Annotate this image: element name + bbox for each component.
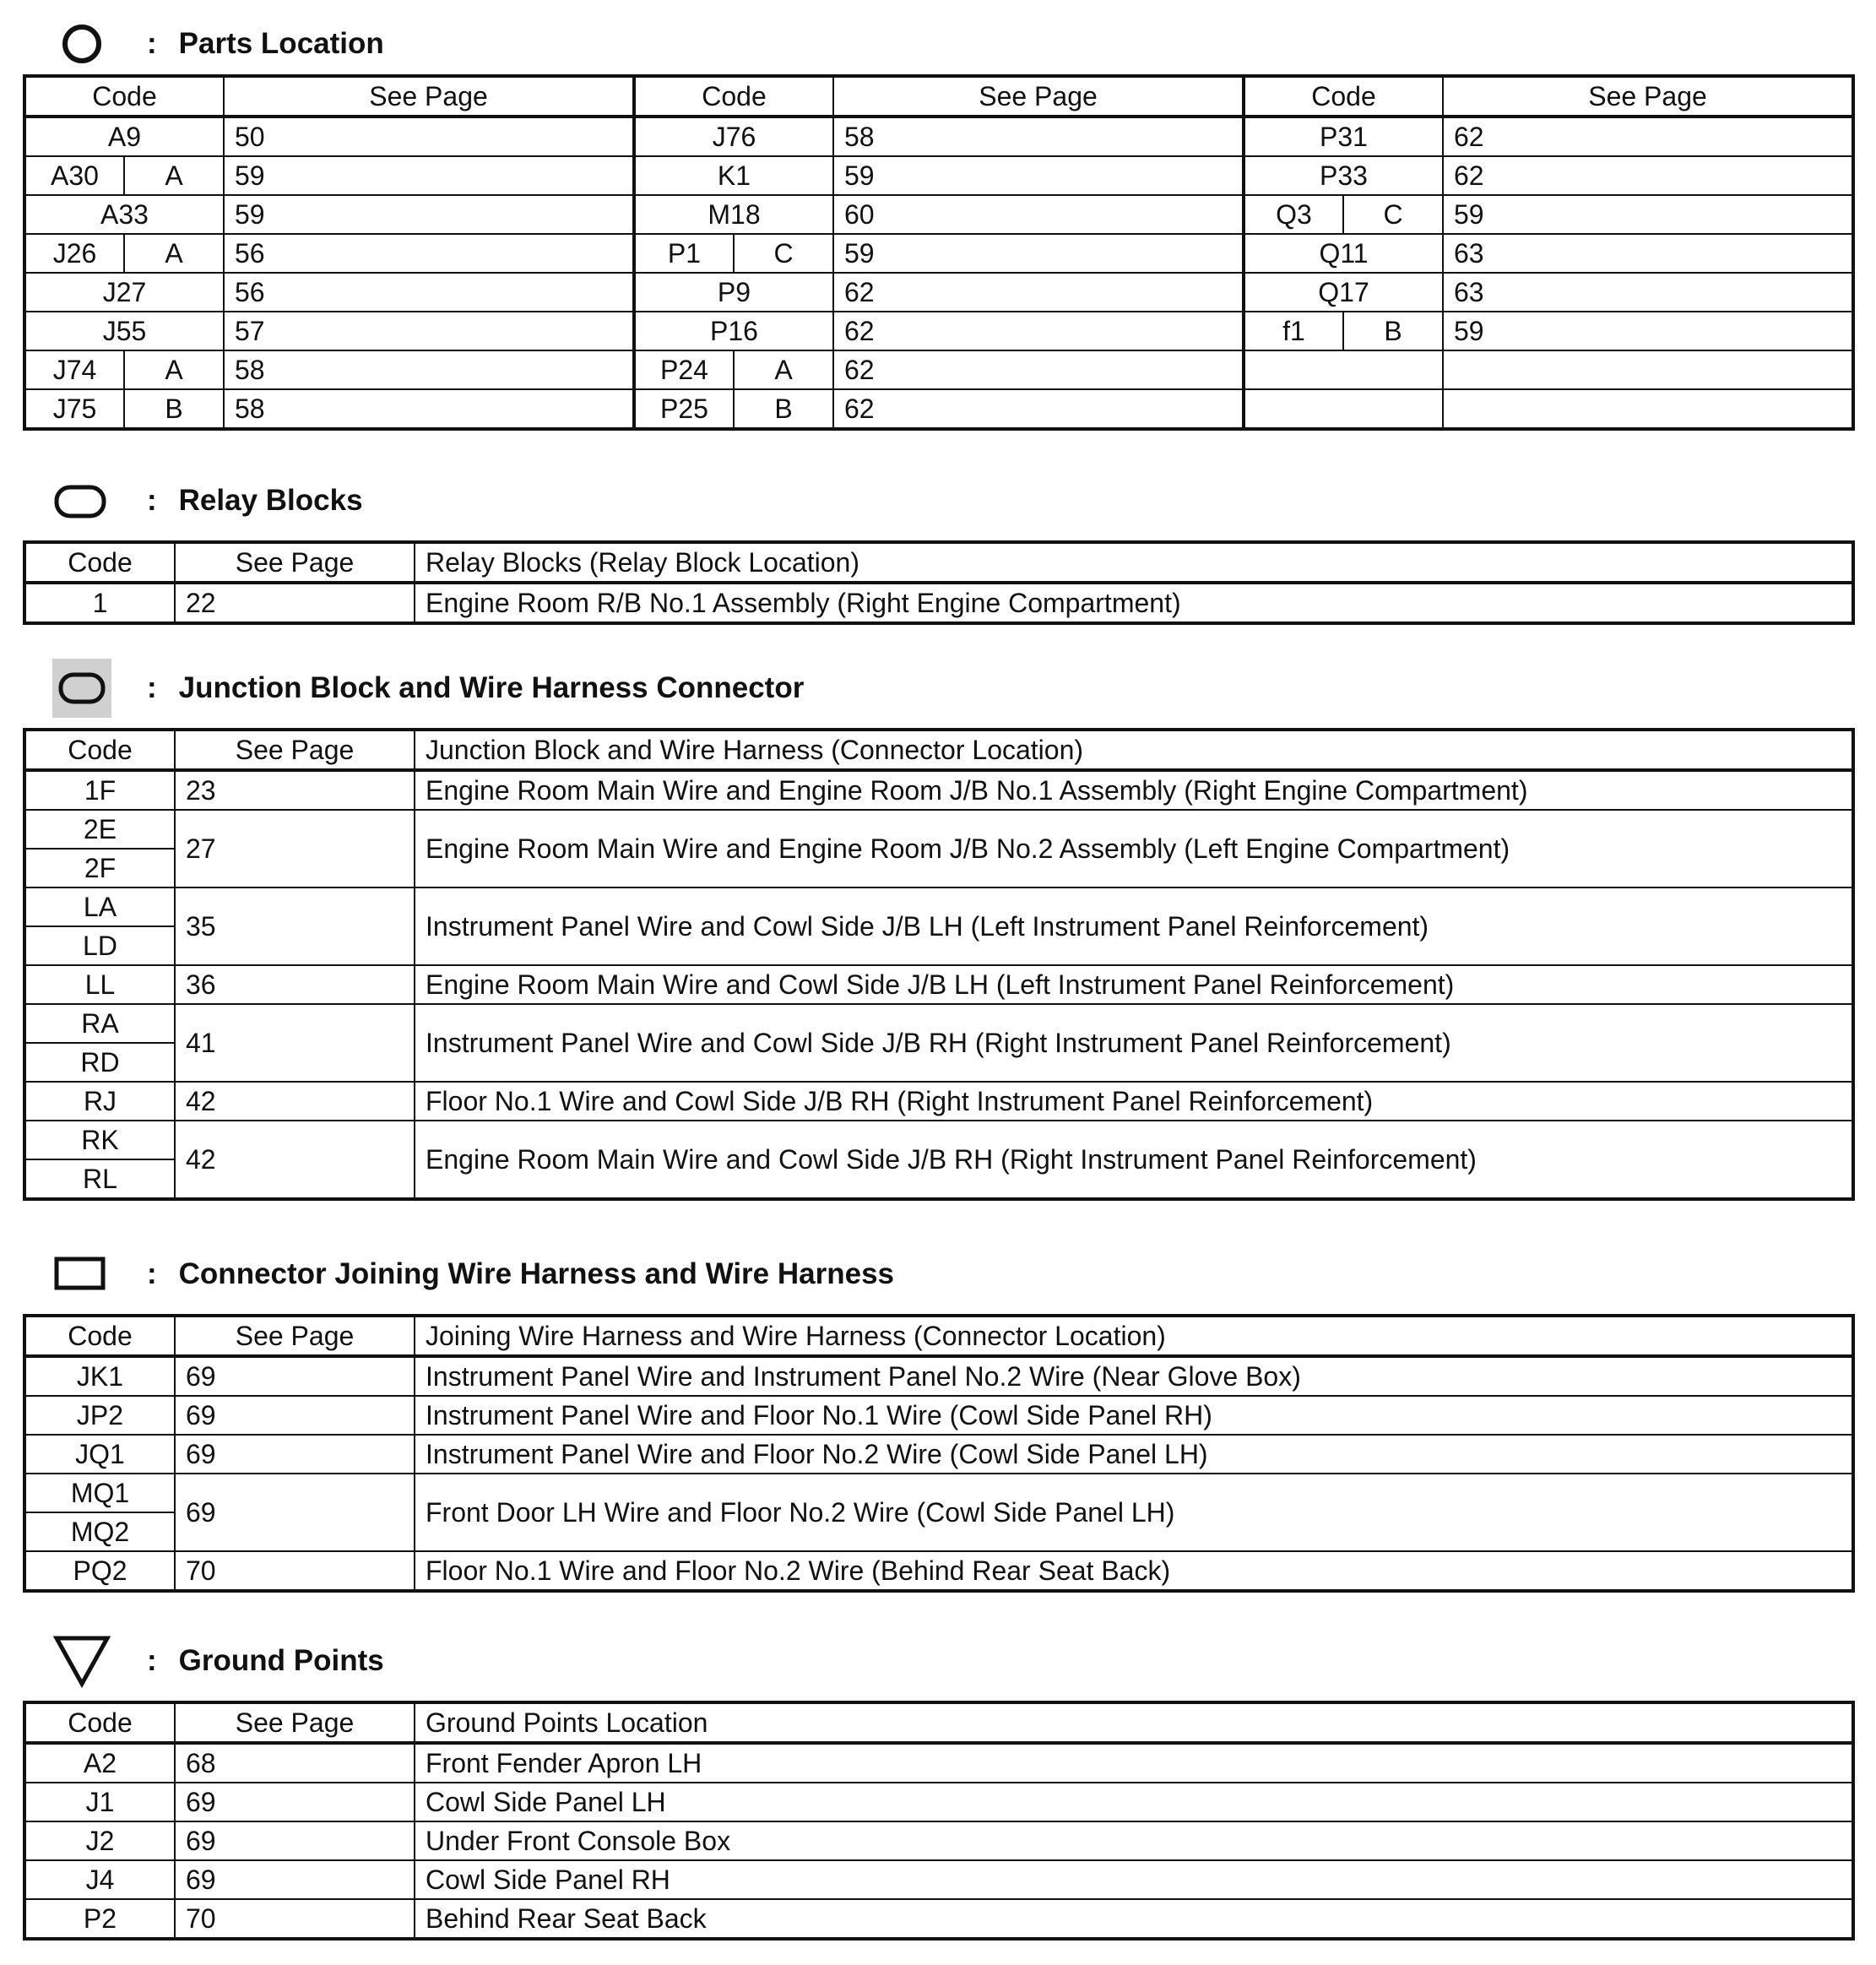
see-page-cell: 58 (833, 117, 1244, 156)
header-code: Code (24, 1702, 175, 1743)
header-code: Code (1244, 76, 1443, 117)
table-row (24, 1783, 1853, 1821)
heading-colon: : (147, 484, 157, 517)
see-page-cell (1443, 389, 1853, 429)
connector-joining-table (23, 1314, 1855, 1593)
code-cell: RD (24, 1043, 175, 1082)
location-cell: Engine Room Main Wire and Engine Room J/B No.1 Assembly (Right Engine Compartment) (415, 770, 1853, 810)
see-page-cell: 69 (175, 1396, 415, 1435)
table-row (24, 1474, 1853, 1512)
section-title: Parts Location (178, 27, 384, 60)
table-header-row (24, 1316, 1853, 1356)
table-row (24, 156, 1853, 195)
header-location: Junction Block and Wire Harness (Connector Location) (415, 730, 1853, 770)
code-cell: JQ1 (24, 1435, 175, 1474)
rectangle-icon (52, 1245, 111, 1304)
location-cell: Cowl Side Panel RH (415, 1860, 1853, 1899)
table-row (24, 810, 1853, 849)
header-see-page: See Page (1443, 76, 1853, 117)
code-cell: 1F (24, 770, 175, 810)
location-cell: Cowl Side Panel LH (415, 1783, 1853, 1821)
ground-points-heading (52, 1631, 384, 1691)
code-cell: LL (24, 965, 175, 1004)
code-cell: RL (24, 1159, 175, 1199)
junction-block-heading (52, 659, 804, 718)
header-code: Code (24, 76, 224, 117)
code-cell: JP2 (24, 1396, 175, 1435)
header-location: Ground Points Location (415, 1702, 1853, 1743)
see-page-cell: 35 (175, 888, 415, 965)
see-page-cell: 58 (224, 350, 634, 389)
see-page-cell: 62 (833, 389, 1244, 429)
table-row (24, 888, 1853, 926)
table-row (24, 1435, 1853, 1474)
table-row (24, 1356, 1853, 1396)
part-code-cell: J55 (24, 312, 224, 350)
code-cell: RK (24, 1121, 175, 1159)
see-page-cell: 58 (224, 389, 634, 429)
code-cell: JK1 (24, 1356, 175, 1396)
see-page-cell: 59 (1443, 312, 1853, 350)
see-page-cell: 62 (833, 273, 1244, 312)
see-page-cell: 69 (175, 1860, 415, 1899)
table-row (24, 350, 1853, 389)
parts-location-heading (52, 14, 384, 73)
see-page-cell: 63 (1443, 273, 1853, 312)
location-cell: Engine Room R/B No.1 Assembly (Right Engine Compartment) (415, 583, 1853, 623)
part-sub-code-cell: A (124, 234, 224, 273)
location-cell: Floor No.1 Wire and Cowl Side J/B RH (Right Instrument Panel Reinforcement) (415, 1082, 1853, 1121)
part-code-cell: A33 (24, 195, 224, 234)
code-cell: P2 (24, 1899, 175, 1939)
part-sub-code-cell: B (1343, 312, 1443, 350)
table-header-row (24, 730, 1853, 770)
section-title: Relay Blocks (178, 484, 363, 517)
part-code-cell: P16 (634, 312, 833, 350)
section-title: Junction Block and Wire Harness Connector (178, 671, 805, 704)
table-row (24, 965, 1853, 1004)
part-sub-code-cell: B (734, 389, 833, 429)
part-code-cell: P33 (1244, 156, 1443, 195)
location-cell: Instrument Panel Wire and Floor No.1 Wire (Cowl Side Panel RH) (415, 1396, 1853, 1435)
table-row (24, 1082, 1853, 1121)
header-see-page: See Page (175, 730, 415, 770)
part-code-cell: P9 (634, 273, 833, 312)
see-page-cell: 69 (175, 1783, 415, 1821)
part-code-cell: P25 (634, 389, 734, 429)
header-see-page: See Page (175, 542, 415, 583)
code-cell: 2E (24, 810, 175, 849)
table-row (24, 273, 1853, 312)
see-page-cell: 62 (1443, 117, 1853, 156)
code-cell: RJ (24, 1082, 175, 1121)
location-cell: Behind Rear Seat Back (415, 1899, 1853, 1939)
header-location: Relay Blocks (Relay Block Location) (415, 542, 1853, 583)
see-page-cell: 57 (224, 312, 634, 350)
code-cell: LD (24, 926, 175, 965)
see-page-cell: 59 (833, 234, 1244, 273)
code-cell: J4 (24, 1860, 175, 1899)
location-cell: Instrument Panel Wire and Floor No.2 Wire (Cowl Side Panel LH) (415, 1435, 1853, 1474)
see-page-cell: 70 (175, 1551, 415, 1591)
heading-colon: : (147, 1257, 157, 1290)
part-sub-code-cell: B (124, 389, 224, 429)
header-code: Code (24, 542, 175, 583)
see-page-cell: 59 (1443, 195, 1853, 234)
location-cell: Floor No.1 Wire and Floor No.2 Wire (Behind Rear Seat Back) (415, 1551, 1853, 1591)
part-code-cell: P24 (634, 350, 734, 389)
location-cell: Under Front Console Box (415, 1821, 1853, 1860)
part-code-cell: P1 (634, 234, 734, 273)
header-code: Code (634, 76, 833, 117)
location-cell: Front Door LH Wire and Floor No.2 Wire (Cowl Side Panel LH) (415, 1474, 1853, 1551)
see-page-cell: 41 (175, 1004, 415, 1082)
table-row (24, 312, 1853, 350)
code-cell: RA (24, 1004, 175, 1043)
code-cell: J2 (24, 1821, 175, 1860)
part-sub-code-cell: A (124, 350, 224, 389)
see-page-cell: 62 (1443, 156, 1853, 195)
table-row (24, 234, 1853, 273)
part-code-cell (1244, 350, 1443, 389)
part-code-cell: Q3 (1244, 195, 1343, 234)
table-header-row (24, 1702, 1853, 1743)
location-cell: Instrument Panel Wire and Instrument Panel No.2 Wire (Near Glove Box) (415, 1356, 1853, 1396)
code-cell: LA (24, 888, 175, 926)
see-page-cell: 69 (175, 1821, 415, 1860)
see-page-cell (1443, 350, 1853, 389)
code-cell: 1 (24, 583, 175, 623)
header-see-page: See Page (833, 76, 1244, 117)
location-cell: Instrument Panel Wire and Cowl Side J/B RH (Right Instrument Panel Reinforcement) (415, 1004, 1853, 1082)
see-page-cell: 23 (175, 770, 415, 810)
code-cell: A2 (24, 1743, 175, 1783)
see-page-cell: 69 (175, 1356, 415, 1396)
location-cell: Engine Room Main Wire and Engine Room J/B No.2 Assembly (Left Engine Compartment) (415, 810, 1853, 888)
part-code-cell: A9 (24, 117, 224, 156)
table-row (24, 1743, 1853, 1783)
part-sub-code-cell: C (1343, 195, 1443, 234)
header-code: Code (24, 730, 175, 770)
see-page-cell: 56 (224, 234, 634, 273)
code-cell: J1 (24, 1783, 175, 1821)
relay-blocks-heading (52, 471, 363, 530)
table-row (24, 583, 1853, 623)
part-code-cell: J75 (24, 389, 124, 429)
heading-colon: : (147, 27, 157, 60)
header-see-page: See Page (175, 1316, 415, 1356)
table-row (24, 1121, 1853, 1159)
parts-location-table (23, 74, 1855, 431)
triangle-down-icon (52, 1631, 111, 1691)
header-code: Code (24, 1316, 175, 1356)
see-page-cell: 63 (1443, 234, 1853, 273)
table-row (24, 117, 1853, 156)
table-row (24, 195, 1853, 234)
table-row (24, 1899, 1853, 1939)
see-page-cell: 59 (224, 156, 634, 195)
see-page-cell: 69 (175, 1435, 415, 1474)
see-page-cell: 42 (175, 1082, 415, 1121)
see-page-cell: 60 (833, 195, 1244, 234)
table-row (24, 1396, 1853, 1435)
part-code-cell: A30 (24, 156, 124, 195)
header-location: Joining Wire Harness and Wire Harness (Connector Location) (415, 1316, 1853, 1356)
see-page-cell: 68 (175, 1743, 415, 1783)
table-row (24, 389, 1853, 429)
part-code-cell: Q17 (1244, 273, 1443, 312)
table-row (24, 1821, 1853, 1860)
rounded-rect-icon (52, 471, 111, 530)
section-title: Ground Points (178, 1644, 384, 1677)
see-page-cell: 56 (224, 273, 634, 312)
part-code-cell: K1 (634, 156, 833, 195)
part-code-cell: Q11 (1244, 234, 1443, 273)
part-sub-code-cell: A (734, 350, 833, 389)
code-cell: PQ2 (24, 1551, 175, 1591)
see-page-cell: 59 (833, 156, 1244, 195)
location-cell: Engine Room Main Wire and Cowl Side J/B RH (Right Instrument Panel Reinforcement) (415, 1121, 1853, 1199)
code-cell: 2F (24, 849, 175, 888)
part-code-cell: P31 (1244, 117, 1443, 156)
see-page-cell: 50 (224, 117, 634, 156)
shaded-rounded-rect-icon (52, 659, 111, 718)
table-header-row (24, 76, 1853, 117)
table-row (24, 1004, 1853, 1043)
header-see-page: See Page (175, 1702, 415, 1743)
see-page-cell: 62 (833, 350, 1244, 389)
ground-points-table (23, 1701, 1855, 1941)
part-sub-code-cell: C (734, 234, 833, 273)
part-code-cell: M18 (634, 195, 833, 234)
part-code-cell: J74 (24, 350, 124, 389)
table-row (24, 1860, 1853, 1899)
see-page-cell: 62 (833, 312, 1244, 350)
heading-colon: : (147, 671, 157, 704)
relay-blocks-table (23, 540, 1855, 625)
see-page-cell: 70 (175, 1899, 415, 1939)
part-code-cell: J76 (634, 117, 833, 156)
code-cell: MQ1 (24, 1474, 175, 1512)
table-row (24, 770, 1853, 810)
table-row (24, 1551, 1853, 1591)
part-code-cell: J27 (24, 273, 224, 312)
part-code-cell: f1 (1244, 312, 1343, 350)
part-code-cell (1244, 389, 1443, 429)
circle-icon (52, 14, 111, 73)
location-cell: Instrument Panel Wire and Cowl Side J/B LH (Left Instrument Panel Reinforcement) (415, 888, 1853, 965)
see-page-cell: 36 (175, 965, 415, 1004)
code-cell: MQ2 (24, 1512, 175, 1551)
junction-block-table (23, 728, 1855, 1201)
part-code-cell: J26 (24, 234, 124, 273)
heading-colon: : (147, 1644, 157, 1677)
location-cell: Front Fender Apron LH (415, 1743, 1853, 1783)
see-page-cell: 59 (224, 195, 634, 234)
table-header-row (24, 542, 1853, 583)
see-page-cell: 22 (175, 583, 415, 623)
see-page-cell: 69 (175, 1474, 415, 1551)
section-title: Connector Joining Wire Harness and Wire Harness (178, 1257, 895, 1290)
connector-joining-heading (52, 1245, 894, 1304)
part-sub-code-cell: A (124, 156, 224, 195)
location-cell: Engine Room Main Wire and Cowl Side J/B LH (Left Instrument Panel Reinforcement) (415, 965, 1853, 1004)
header-see-page: See Page (224, 76, 634, 117)
see-page-cell: 27 (175, 810, 415, 888)
see-page-cell: 42 (175, 1121, 415, 1199)
